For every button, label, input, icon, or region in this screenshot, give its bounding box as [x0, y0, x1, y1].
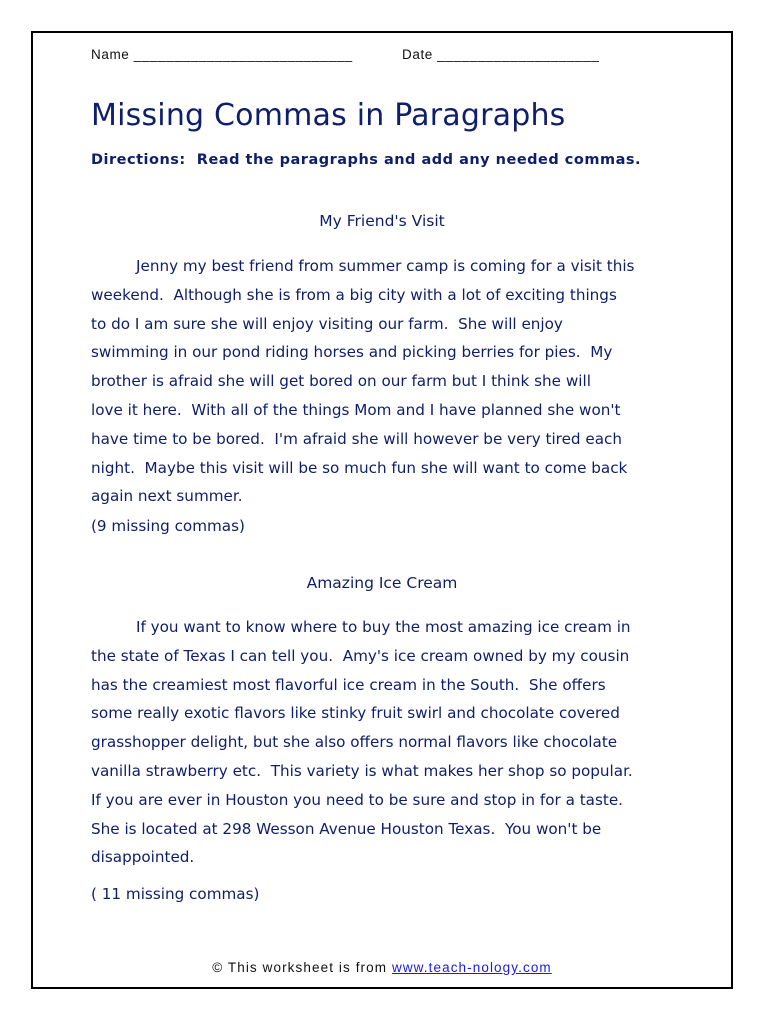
footer-link[interactable]: www.teach-nology.com — [391, 960, 552, 975]
paragraph-line: some really exotic flavors like stinky fruit swirl and chocolate covered — [91, 704, 620, 723]
date-blank: ____________________ — [437, 47, 600, 62]
name-field — [91, 47, 353, 62]
paragraph-line: disappointed. — [91, 848, 195, 867]
paragraph-line: If you are ever in Houston you need to be sure and stop in for a taste. — [91, 790, 624, 809]
paragraph-line: She is located at 298 Wesson Avenue Houston Texas. You won't be — [91, 819, 602, 838]
story-title-friends-visit: My Friend's Visit — [319, 212, 445, 230]
paragraph-line: brother is afraid she will get bored on our farm but I think she will — [91, 372, 591, 391]
page-title: Missing Commas in Paragraphs — [91, 98, 566, 133]
missing-commas-count: ( 11 missing commas) — [91, 885, 260, 903]
missing-commas-count: (9 missing commas) — [91, 517, 245, 535]
paragraph-line: swimming in our pond riding horses and picking berries for pies. My — [91, 343, 613, 362]
paragraph-line: grasshopper delight, but she also offers normal flavors like chocolate — [91, 733, 618, 752]
paragraph-line: the state of Texas I can tell you. Amy's ice cream owned by my cousin — [91, 646, 630, 665]
paragraph-line: Jenny my best friend from summer camp is coming for a visit this — [136, 257, 635, 275]
date-label: Date — [402, 47, 433, 62]
paragraph-line: love it here. With all of the things Mom and I have planned she won't — [91, 400, 621, 419]
paragraph-line: has the creamiest most flavorful ice cream in the South. She offers — [91, 675, 606, 694]
story-title-ice-cream: Amazing Ice Cream — [306, 574, 458, 592]
name-blank: ___________________________ — [133, 47, 353, 62]
footer-credit — [31, 960, 733, 975]
directions: Directions: Read the paragraphs and add any needed commas. — [91, 152, 642, 168]
paragraph-friends-visit — [91, 252, 691, 511]
name-date-line — [91, 47, 691, 62]
date-field — [402, 47, 599, 62]
name-label: Name — [91, 47, 130, 62]
footer-text: © This worksheet is from — [212, 960, 392, 975]
paragraph-line: If you want to know where to buy the most amazing ice cream in — [136, 618, 631, 636]
paragraph-line: to do I am sure she will enjoy visiting our farm. She will enjoy — [91, 314, 563, 333]
paragraph-line: vanilla strawberry etc. This variety is what makes her shop so popular. — [91, 761, 633, 780]
paragraph-line: again next summer. — [91, 487, 243, 506]
paragraph-ice-cream — [91, 613, 691, 872]
paragraph-line: have time to be bored. I'm afraid she will however be very tired each — [91, 429, 623, 448]
paragraph-line: weekend. Although she is from a big city with a lot of exciting things — [91, 285, 617, 304]
paragraph-line: night. Maybe this visit will be so much fun she will want to come back — [91, 458, 628, 477]
